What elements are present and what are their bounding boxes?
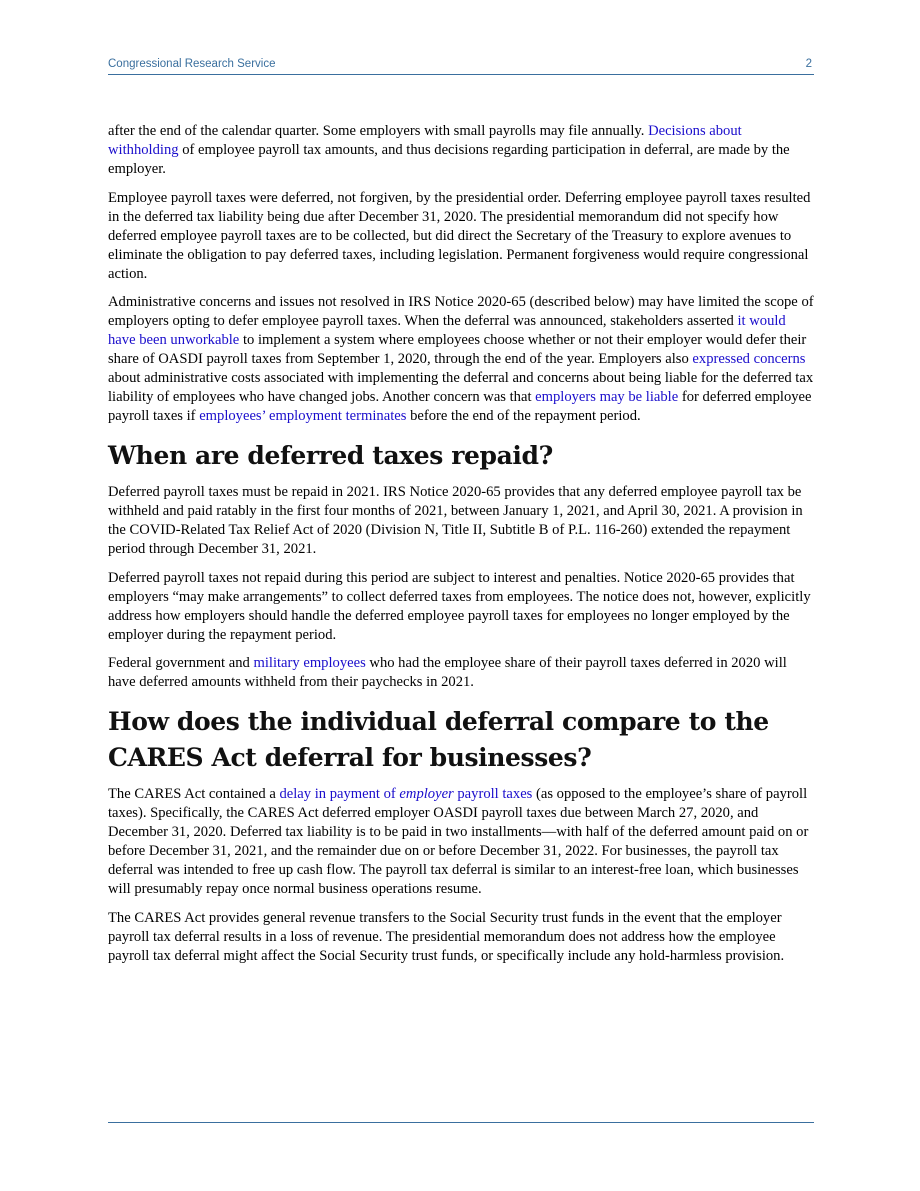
link-employers-may-be-liable[interactable]: employers may be liable xyxy=(535,389,679,405)
paragraph-administrative-concerns: Administrative concerns and issues not resolved in IRS Notice 2020-65 (described below) may have limited the scope of employers opting to defer employee payroll taxes. When the deferral was announced, stakeholders asserted it would have been unworkable to implement a system where employees choose whether or not their employer would defer their share of OASDI payroll taxes from September 1, 2020, through the end of the year. Employers also expressed concerns about administrative costs associated with implementing the deferral and concerns about being liable for the deferred tax liability of employees who have changed jobs. Another concern was that employers may be liable for deferred employee payroll taxes if employees’ employment terminates before the end of the repayment period. xyxy=(108,294,814,424)
footer-divider xyxy=(108,1122,814,1123)
paragraph-deferred-not-forgiven: Employee payroll taxes were deferred, not forgiven, by the presidential order. Deferring employee payroll taxes resulted in the deferred tax liability being due after December 31, 2020. The presidential memorandum did not specify how deferred employee payroll taxes are to be collected, but did direct the Secretary of the Treasury to explore avenues to eliminate the obligation to pay deferred taxes, including legislation. Permanent forgiveness would require congressional action. xyxy=(108,189,811,282)
link-decisions-about-withholding[interactable]: Decisions about withholding xyxy=(108,123,742,158)
link-expressed-concerns[interactable]: expressed concerns xyxy=(692,351,806,367)
link-delay-employer-payroll-taxes[interactable]: delay in payment of employer payroll taxes xyxy=(279,786,533,802)
page-header xyxy=(108,56,814,75)
header-org-name: Congressional Research Service xyxy=(108,58,276,70)
heading-repayment: When are deferred taxes repaid? xyxy=(108,441,553,470)
link-employment-terminates[interactable]: employees’ employment terminates xyxy=(199,408,407,424)
link-military-employees[interactable]: military employees xyxy=(253,655,366,671)
paragraph-trust-funds: The CARES Act provides general revenue transfers to the Social Security trust funds in the event that the employer payroll tax deferral results in a loss of revenue. The presidential memorandum does not address how the employee payroll tax deferral might affect the Social Security trust funds, or specifically include any hold-harmless provision. xyxy=(108,909,785,964)
paragraph-interest-penalties: Deferred payroll taxes not repaid during this period are subject to interest and penalties. Notice 2020-65 provides that employers “may make arrangements” to collect deferred taxes from employees. The notice does not, however, explicitly address how employers should handle the deferred employee payroll taxes for employees no longer employed by the employer during the repayment period. xyxy=(108,569,811,643)
document-body xyxy=(108,122,814,975)
paragraph-cares-act-deferral: The CARES Act contained a delay in payment of employer payroll taxes (as opposed to the employee’s share of payroll taxes). Specifically, the CARES Act deferred employer OASDI payroll taxes due between March 27, 2020, and December 31, 2020. Deferred tax liability is to be paid in two installments—with half of the deferred amount paid on or before December 31, 2021, and the remainder due on or before December 31, 2022. For businesses, the payroll tax deferral was intended to free up cash flow. The payroll tax deferral is similar to an interest-free loan, which businesses will presumably repay once normal business operations resume. xyxy=(108,786,809,897)
paragraph-repayment-2021: Deferred payroll taxes must be repaid in 2021. IRS Notice 2020-65 provides that any deferred employee payroll tax be withheld and paid ratably in the first four months of 2021, between January 1, 2021, and April 30, 2021. A provision in the COVID-Related Tax Relief Act of 2020 (Division N, Title II, Subtitle B of P.L. 116-260) extended the repayment period through December 31, 2021. xyxy=(108,484,803,557)
paragraph-withholding: after the end of the calendar quarter. Some employers with small payrolls may file annually. Decisions about withholding of employee payroll tax amounts, and thus decisions regarding participation in deferral, are made by the employer. xyxy=(108,123,790,177)
paragraph-federal-employees: Federal government and military employees who had the employee share of their payroll taxes deferred in 2020 will have deferred amounts withheld from their paychecks in 2021. xyxy=(108,655,787,690)
page-number: 2 xyxy=(805,58,812,70)
heading-cares-comparison: How does the individual deferral compare to the CARES Act deferral for businesses? xyxy=(108,707,769,772)
link-unworkable[interactable]: it would have been unworkable xyxy=(108,313,786,348)
